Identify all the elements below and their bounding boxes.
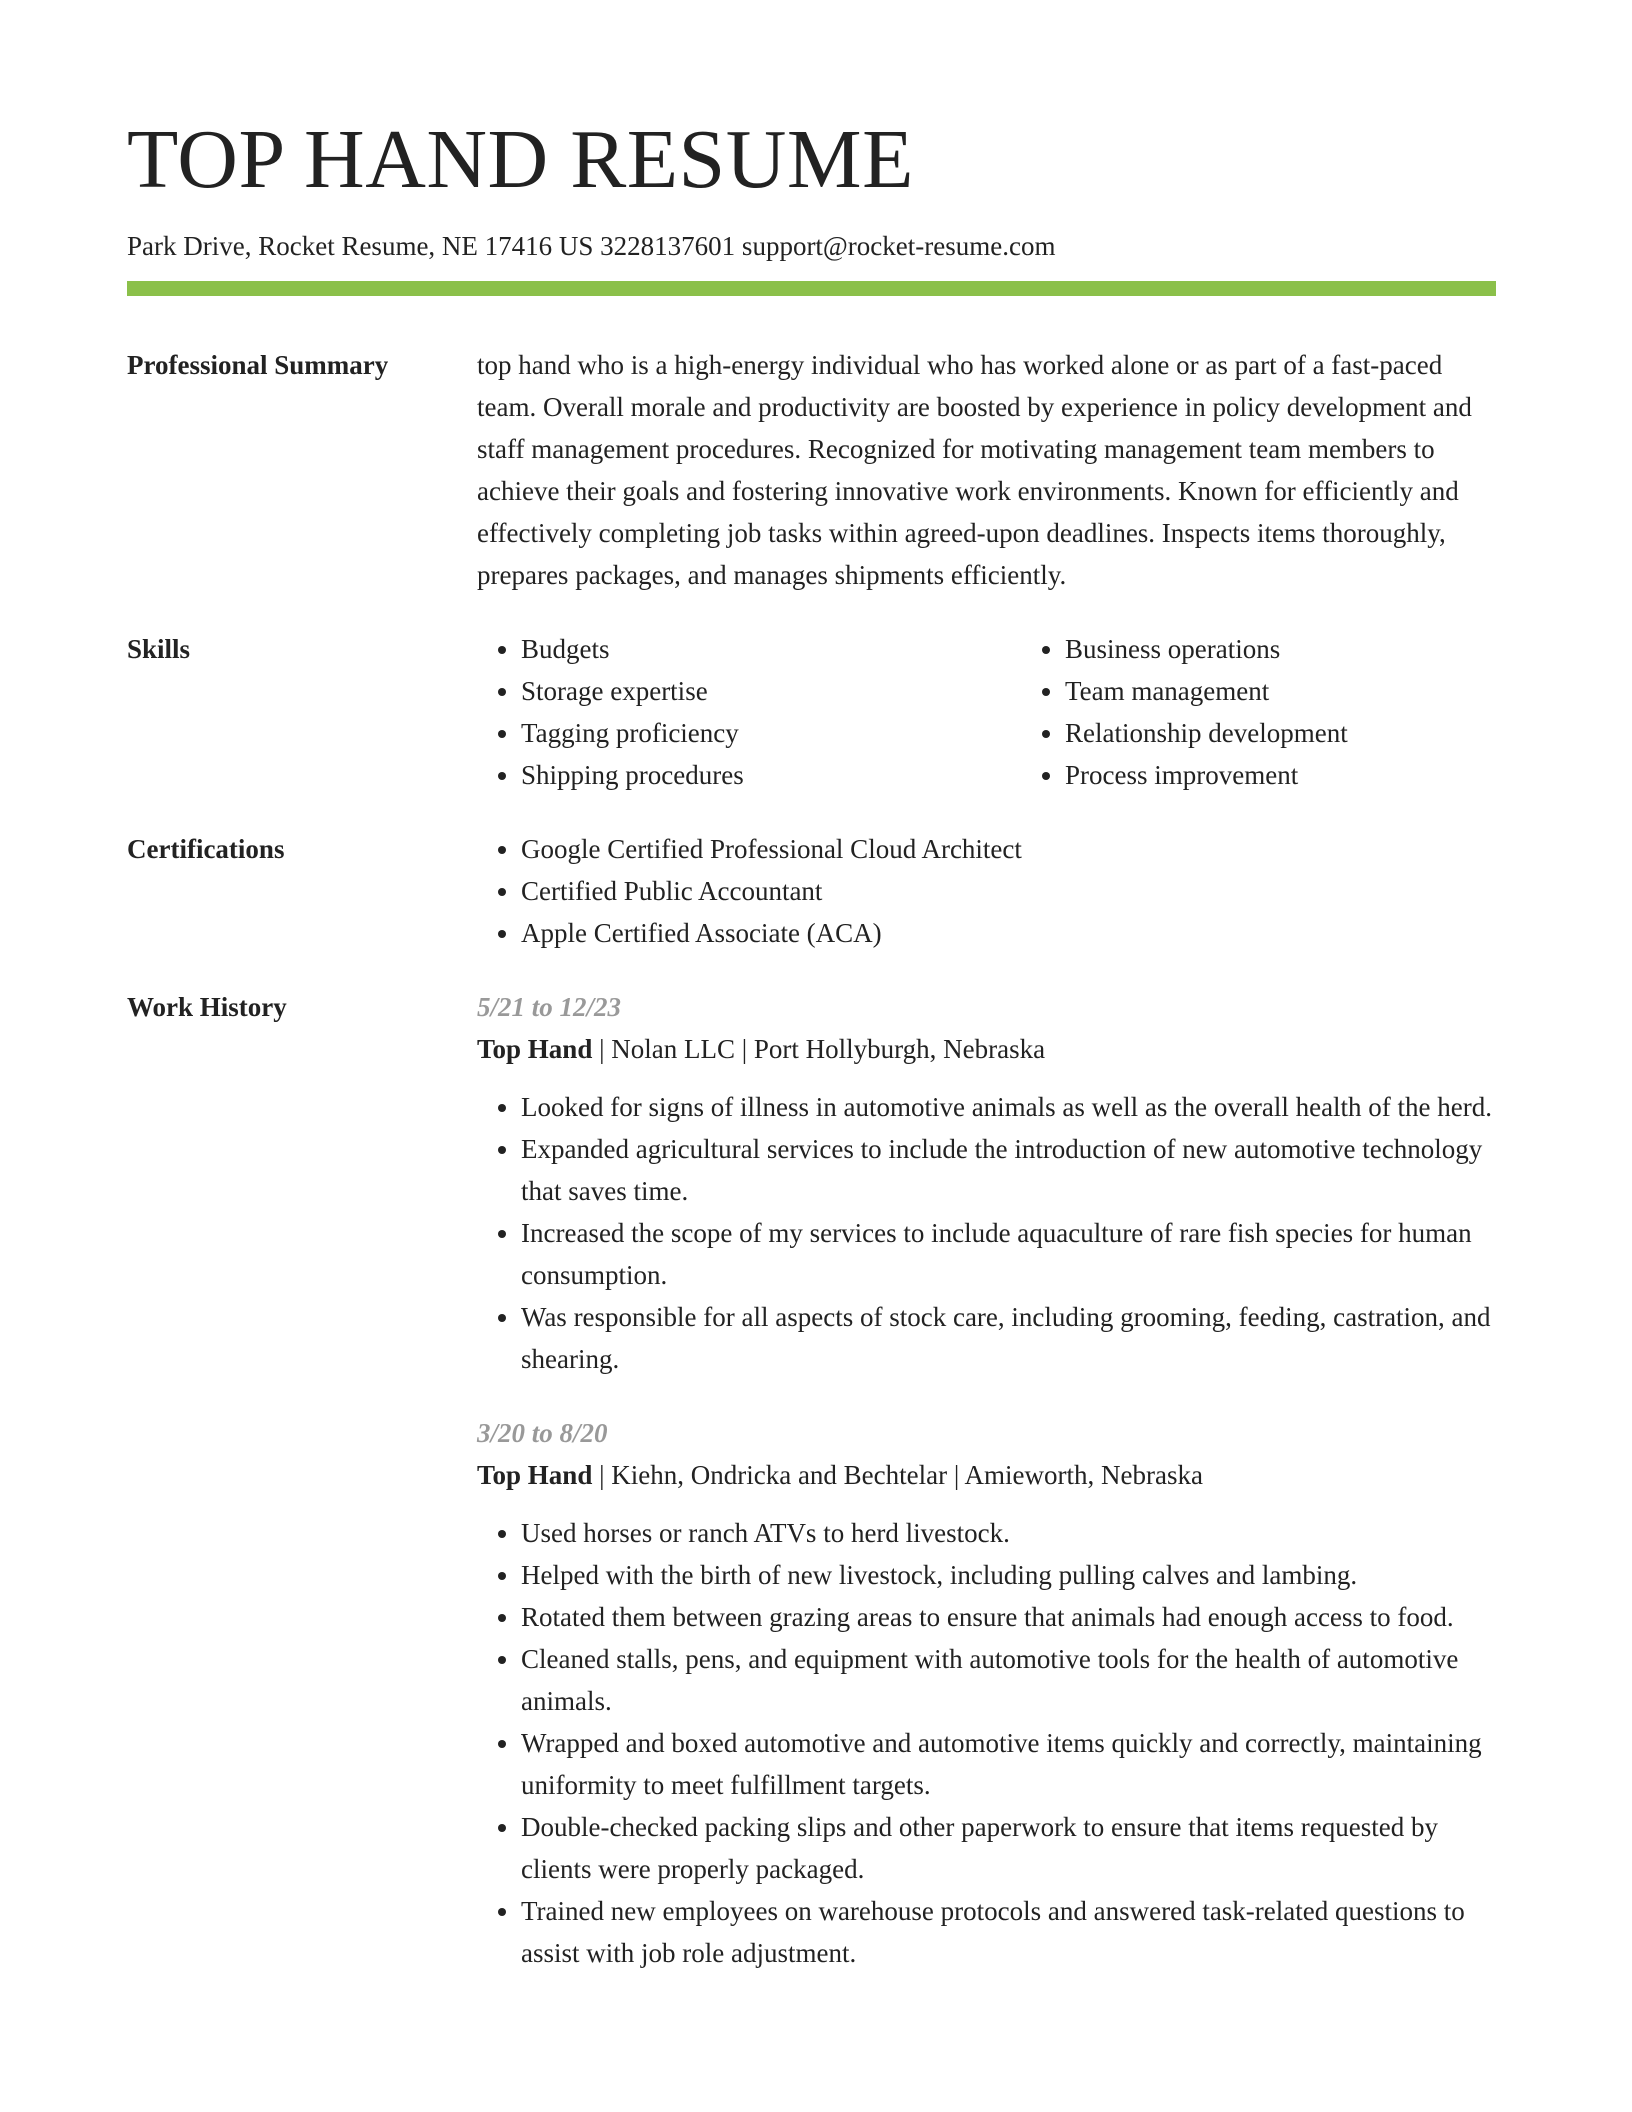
job-details: | Nolan LLC | Port Hollyburgh, Nebraska: [592, 1034, 1046, 1064]
job-entry: [477, 1412, 1505, 1974]
job-bullet: • Rotated them between grazing areas to ensure that animals had enough access to food.: [521, 1596, 1505, 1638]
job-entry: [477, 986, 1505, 1380]
job-bullet-list: [477, 1512, 1505, 1974]
skill-item: • Shipping procedures: [521, 754, 1021, 796]
job-dates: 5/21 to 12/23: [477, 992, 622, 1022]
job-role: Top Hand: [477, 1034, 593, 1064]
job-header: [477, 1454, 1505, 1496]
job-bullet: • Increased the scope of my services to include aquaculture of rare fish species for human consumption.: [521, 1212, 1505, 1296]
job-role: Top Hand: [477, 1460, 593, 1490]
job-bullet: • Expanded agricultural services to include the introduction of new automotive technology that saves time.: [521, 1128, 1505, 1212]
skill-item: • Budgets: [521, 628, 1021, 670]
contact-info: Park Drive, Rocket Resume, NE 17416 US 3228137601 support@rocket-resume.com: [127, 231, 1056, 261]
skills-list-right: [1021, 628, 1565, 796]
skill-item: • Process improvement: [1065, 754, 1565, 796]
job-bullet: • Used horses or ranch ATVs to herd livestock.: [521, 1512, 1505, 1554]
certifications-body: [477, 828, 1505, 954]
job-bullet-list: [477, 1086, 1505, 1380]
accent-divider: [127, 281, 1496, 296]
skill-item: • Tagging proficiency: [521, 712, 1021, 754]
job-bullet: • Was responsible for all aspects of stock care, including grooming, feeding, castration, and shearing.: [521, 1296, 1505, 1380]
certifications-section: [127, 828, 1505, 954]
job-bullet: • Wrapped and boxed automotive and automotive items quickly and correctly, maintaining uniformity to meet fulfillment targets.: [521, 1722, 1505, 1806]
certification-item: • Google Certified Professional Cloud Architect: [521, 828, 1505, 870]
section-title-certifications: Certifications: [127, 834, 285, 864]
certification-item: • Certified Public Accountant: [521, 870, 1505, 912]
skills-grid: [477, 628, 1565, 796]
summary-section: [127, 344, 1505, 596]
job-dates: 3/20 to 8/20: [477, 1418, 608, 1448]
job-header: [477, 1028, 1505, 1070]
job-bullet: • Looked for signs of illness in automotive animals as well as the overall health of the herd.: [521, 1086, 1505, 1128]
skill-item: • Team management: [1065, 670, 1565, 712]
work-history-section: [127, 986, 1505, 1974]
certifications-list: [477, 828, 1505, 954]
section-title-work-history: Work History: [127, 992, 287, 1022]
skills-section: [127, 628, 1505, 796]
certification-item: • Apple Certified Associate (ACA): [521, 912, 1505, 954]
job-bullet: • Helped with the birth of new livestock, including pulling calves and lambing.: [521, 1554, 1505, 1596]
section-title-summary: Professional Summary: [127, 350, 389, 380]
job-bullet: • Double-checked packing slips and other paperwork to ensure that items requested by clients were properly packaged.: [521, 1806, 1505, 1890]
skill-item: • Storage expertise: [521, 670, 1021, 712]
section-title-skills: Skills: [127, 634, 191, 664]
job-details: | Kiehn, Ondricka and Bechtelar | Amieworth, Nebraska: [592, 1460, 1203, 1490]
job-bullet: • Cleaned stalls, pens, and equipment with automotive tools for the health of automotive animals.: [521, 1638, 1505, 1722]
job-bullet: • Trained new employees on warehouse protocols and answered task-related questions to assist with job role adjustment.: [521, 1890, 1505, 1974]
skill-item: • Business operations: [1065, 628, 1565, 670]
skill-item: • Relationship development: [1065, 712, 1565, 754]
resume-name: TOP HAND RESUME: [127, 113, 914, 206]
skills-list-left: [477, 628, 1021, 796]
summary-text: top hand who is a high-energy individual who has worked alone or as part of a fast-paced team. Overall morale and productivity are boosted by experience in policy development and staff management procedures. Recognized for motivating management team members to achieve their goals and fostering innovative work environments. Known for efficiently and effectively completing job tasks within agreed-upon deadlines. Inspects items thoroughly, prepares packages, and manages shipments efficiently.: [477, 350, 1472, 590]
work-history-body: [477, 986, 1505, 1974]
